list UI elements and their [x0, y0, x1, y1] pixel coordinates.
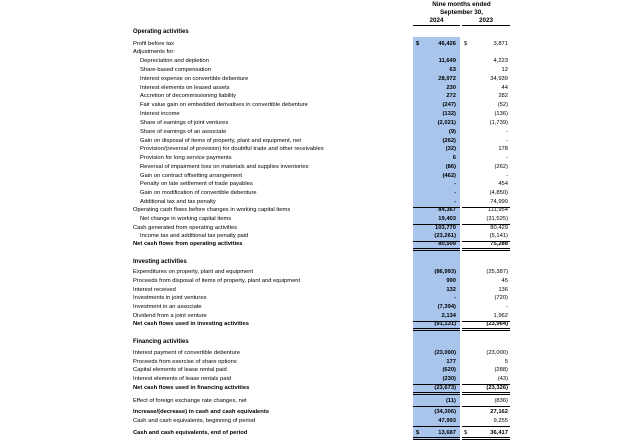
value-2024: 272: [446, 93, 456, 99]
value-2024: 46,426: [438, 41, 456, 47]
value-2024: 28,972: [438, 76, 456, 82]
section-heading: [0, 338, 640, 347]
statement-row: [0, 215, 640, 224]
statement-row: [0, 119, 640, 128]
value-2024: -: [454, 199, 456, 205]
statement-row: [0, 189, 640, 198]
value-2024: 63: [449, 67, 456, 73]
value-2023: (836): [494, 398, 508, 404]
value-2023: 74,990: [490, 199, 508, 205]
row-label-penalty-on-late-settlement-of-trade-paya: Penalty on late settlement of trade payables: [140, 181, 253, 187]
value-2024: 84,367: [438, 207, 456, 213]
value-2023: 111,954: [487, 207, 508, 213]
row-label-increase-decrease-in-cash-and-cash-equiv: Increase/(decrease) in cash and cash equivalents: [133, 409, 269, 415]
value-2023: 36,417: [490, 430, 508, 436]
row-label-income-tax-and-additional-tax-penalty-pa: Income tax and additional tax penalty paid: [140, 233, 249, 239]
row-label-proceeds-from-disposal-of-items-of-prope: Proceeds from disposal of items of property, plant and equipment: [133, 278, 301, 284]
statement-row: [0, 206, 640, 215]
currency-symbol-2024: $: [416, 430, 420, 436]
row-label-reversal-of-impairment-loss-on-materials: Reversal of impairment loss on materials and supplies inventories: [140, 164, 309, 170]
value-2024: (247): [442, 102, 456, 108]
value-2023: (23,000): [486, 350, 508, 356]
statement-row: [0, 66, 640, 75]
value-2023: (23,326): [486, 385, 508, 391]
value-2023: (4,850): [489, 190, 508, 196]
currency-symbol-2024: $: [416, 41, 420, 47]
value-2024: 103,770: [435, 225, 456, 231]
statement-row: [0, 366, 640, 375]
value-2023: 1,962: [493, 313, 508, 319]
row-label-adjustments-for: Adjustments for:: [133, 49, 175, 55]
value-2023: 178: [498, 146, 508, 152]
row-label-share-of-earnings-of-an-associate: Share of earnings of an associate: [140, 129, 227, 135]
value-2024: (23,673): [434, 385, 456, 391]
value-2023: (25,387): [486, 269, 508, 275]
total-double-rule-2023: [462, 328, 510, 331]
row-label-net-cash-flows-used-in-investing-activit: Net cash flows used in investing activities: [133, 321, 249, 327]
row-label-gain-on-modification-of-convertible-debe: Gain on modification of convertible debenture: [140, 190, 257, 196]
value-2023: 136: [498, 287, 508, 293]
statement-row: [0, 101, 640, 110]
statement-row: [0, 397, 640, 406]
subtotal-rule-2024: [413, 426, 460, 427]
row-label-share-of-earnings-of-joint-ventures: Share of earnings of joint ventures: [140, 120, 229, 126]
value-2023: 5: [504, 359, 508, 365]
value-2024: 6: [452, 155, 456, 161]
value-2023: -: [506, 304, 508, 310]
row-label-net-cash-flows-from-operating-activities: Net cash flows from operating activities: [133, 241, 243, 247]
value-2024: 132: [446, 287, 456, 293]
value-2024: (86): [445, 164, 456, 170]
row-label-effect-of-foreign-exchange-rate-changes-: Effect of foreign exchange rate changes, net: [133, 398, 247, 404]
value-2024: (23,261): [434, 233, 456, 239]
total-double-rule-2024: [413, 248, 460, 251]
statement-row: [0, 57, 640, 66]
total-double-rule-2023: [462, 392, 510, 395]
value-2023: (262): [494, 164, 508, 170]
statement-row: [0, 375, 640, 384]
value-2024: (34,306): [434, 409, 456, 415]
row-label-additional-tax-and-tax-penalty: Additional tax and tax penalty: [140, 199, 216, 205]
value-2024: (32): [445, 146, 456, 152]
value-2023: -: [506, 173, 508, 179]
value-2023: 9,255: [493, 418, 508, 424]
row-label-fair-value-gain-on-embedded-derivatives-: Fair value gain on embedded derivatives in convertible debenture: [140, 102, 308, 108]
value-2024: -: [454, 190, 456, 196]
value-2023: 282: [498, 93, 508, 99]
value-2024: -: [454, 181, 456, 187]
value-2023: 3,871: [493, 41, 508, 47]
value-2024: 177: [446, 359, 456, 365]
value-2024: (132): [442, 111, 456, 117]
value-2023: -: [506, 138, 508, 144]
value-2023: (720): [494, 295, 508, 301]
value-2024: -: [454, 295, 456, 301]
row-label-profit-before-tax: Profit before tax: [133, 41, 174, 47]
value-2024: (230): [442, 376, 456, 382]
year-prior-header: 2023: [478, 17, 493, 24]
value-2024: (91,131): [434, 321, 456, 327]
statement-row: [0, 294, 640, 303]
statement-row: [0, 277, 640, 286]
statement-row: [0, 268, 640, 277]
total-double-rule-2024: [413, 392, 460, 395]
statement-row: [0, 128, 640, 137]
row-label-gain-on-contract-offsetting-arrangement: Gain on contract offsetting arrangement: [140, 173, 243, 179]
row-label-provision-for-long-service-payments: Provision for long service payments: [140, 155, 232, 161]
row-label-interest-elements-on-leased-assets: Interest elements on leased assets: [140, 85, 230, 91]
statement-row: [0, 429, 640, 438]
row-label-cash-and-cash-equivalents-end-of-period: Cash and cash equivalents, end of period: [133, 430, 248, 436]
value-2024: 11,649: [438, 58, 456, 64]
row-label-provision-reversal-of-provision-for-doub: Provision/(reversal of provision) for doubtful trade and other receivables: [140, 146, 324, 152]
statement-row: [0, 145, 640, 154]
row-label-investing-activities: Investing activities: [133, 259, 187, 265]
statement-row: [0, 180, 640, 189]
row-label-share-based-compensation: Share-based compensation: [140, 67, 211, 73]
value-2023: (288): [494, 367, 508, 373]
statement-row: [0, 240, 640, 249]
total-double-rule-2024: [413, 328, 460, 331]
section-heading: [0, 28, 640, 37]
subtotal-rule-2023: [462, 406, 510, 407]
value-2024: (9): [448, 129, 456, 135]
value-2024: (620): [442, 367, 456, 373]
row-label-cash-and-cash-equivalents-beginning-of-p: Cash and cash equivalents, beginning of period: [133, 418, 256, 424]
value-2023: 454: [498, 181, 508, 187]
value-2024: 2,134: [441, 313, 456, 319]
value-2023: 12: [501, 67, 508, 73]
statement-row: [0, 154, 640, 163]
value-2023: (52): [497, 102, 508, 108]
row-label-dividend-from-a-joint-venture: Dividend from a joint venture: [133, 313, 207, 319]
row-label-net-cash-flows-used-in-financing-activit: Net cash flows used in financing activities: [133, 385, 250, 391]
statement-row: [0, 320, 640, 329]
row-label-operating-activities: Operating activities: [133, 29, 189, 35]
statement-row: [0, 349, 640, 358]
value-2024: 990: [446, 278, 456, 284]
value-2023: -: [506, 155, 508, 161]
value-2024: 19,403: [438, 216, 456, 222]
row-label-depreciation-and-depletion: Depreciation and depletion: [140, 58, 209, 64]
statement-row: [0, 48, 640, 57]
row-label-proceeds-from-exercise-of-share-options: Proceeds from exercise of share options: [133, 359, 237, 365]
value-2024: 80,509: [438, 241, 456, 247]
subtotal-rule-2023: [462, 426, 510, 427]
row-label-capital-elements-of-lease-rental-paid: Capital elements of lease rental paid: [133, 367, 227, 373]
period-line-1: Nine months ended: [432, 1, 491, 8]
value-2023: (43): [497, 376, 508, 382]
row-label-interest-received: Interest received: [133, 287, 176, 293]
subtotal-rule-2024: [413, 406, 460, 407]
row-label-interest-elements-of-lease-rentals-paid: Interest elements of lease rentals paid: [133, 376, 231, 382]
value-2023: 44: [501, 85, 508, 91]
value-2023: (23,964): [486, 321, 508, 327]
value-2023: 45: [501, 278, 508, 284]
value-2024: (23,000): [434, 350, 456, 356]
period-line-2: September 30,: [439, 9, 484, 16]
statement-row: [0, 92, 640, 101]
row-label-gain-on-disposal-of-items-of-property-pl: Gain on disposal of items of property, plant and equipment, net: [140, 138, 302, 144]
total-double-rule-2023: [462, 248, 510, 251]
value-2023: 80,429: [490, 225, 508, 231]
value-2024: 47,993: [438, 418, 456, 424]
statement-row: [0, 75, 640, 84]
row-label-investment-in-an-associate: Investment in an associate: [133, 304, 202, 310]
row-label-expenditures-on-property-plant-and-equip: Expenditures on property, plant and equipment: [133, 269, 254, 275]
row-label-investments-in-joint-ventures: Investments in joint ventures: [133, 295, 207, 301]
value-2023: 75,288: [490, 241, 508, 247]
currency-symbol-2023: $: [464, 41, 468, 47]
value-2024: (7,394): [437, 304, 456, 310]
statement-row: [0, 163, 640, 172]
row-label-accretion-of-decommissioning-liability: Accretion of decommissioning liability: [140, 93, 237, 99]
row-label-cash-generated-from-operating-activities: Cash generated from operating activities: [133, 225, 238, 231]
statement-row: [0, 408, 640, 417]
value-2024: (262): [442, 138, 456, 144]
value-2023: 27,162: [490, 409, 508, 415]
value-2023: 34,939: [490, 76, 508, 82]
statement-row: [0, 303, 640, 312]
value-2024: 230: [446, 85, 456, 91]
value-2023: 4,223: [493, 58, 508, 64]
statement-row: [0, 384, 640, 393]
row-label-interest-expense-on-convertible-debentur: Interest expense on convertible debenture: [140, 76, 249, 82]
row-label-interest-income: Interest income: [140, 111, 180, 117]
value-2023: (1,739): [489, 120, 508, 126]
row-label-net-change-in-working-capital-items: Net change in working capital items: [140, 216, 232, 222]
row-label-operating-cash-flows-before-changes-in-w: Operating cash flows before changes in working capital items: [133, 207, 291, 213]
value-2024: (11): [446, 398, 456, 404]
value-2023: -: [506, 129, 508, 135]
value-2024: 13,687: [438, 430, 456, 436]
value-2024: (86,993): [434, 269, 456, 275]
statement-row: [0, 417, 640, 426]
row-label-financing-activities: Financing activities: [133, 339, 189, 345]
statement-row: [0, 110, 640, 119]
value-2023: (31,525): [486, 216, 508, 222]
section-heading: [0, 258, 640, 267]
year-current-header: 2024: [429, 17, 444, 24]
value-2024: (2,021): [437, 120, 456, 126]
value-2023: (136): [494, 111, 508, 117]
row-label-interest-payment-of-convertible-debentur: Interest payment of convertible debenture: [133, 350, 240, 356]
currency-symbol-2023: $: [464, 430, 468, 436]
value-2024: (462): [442, 173, 456, 179]
value-2023: (5,141): [489, 233, 508, 239]
